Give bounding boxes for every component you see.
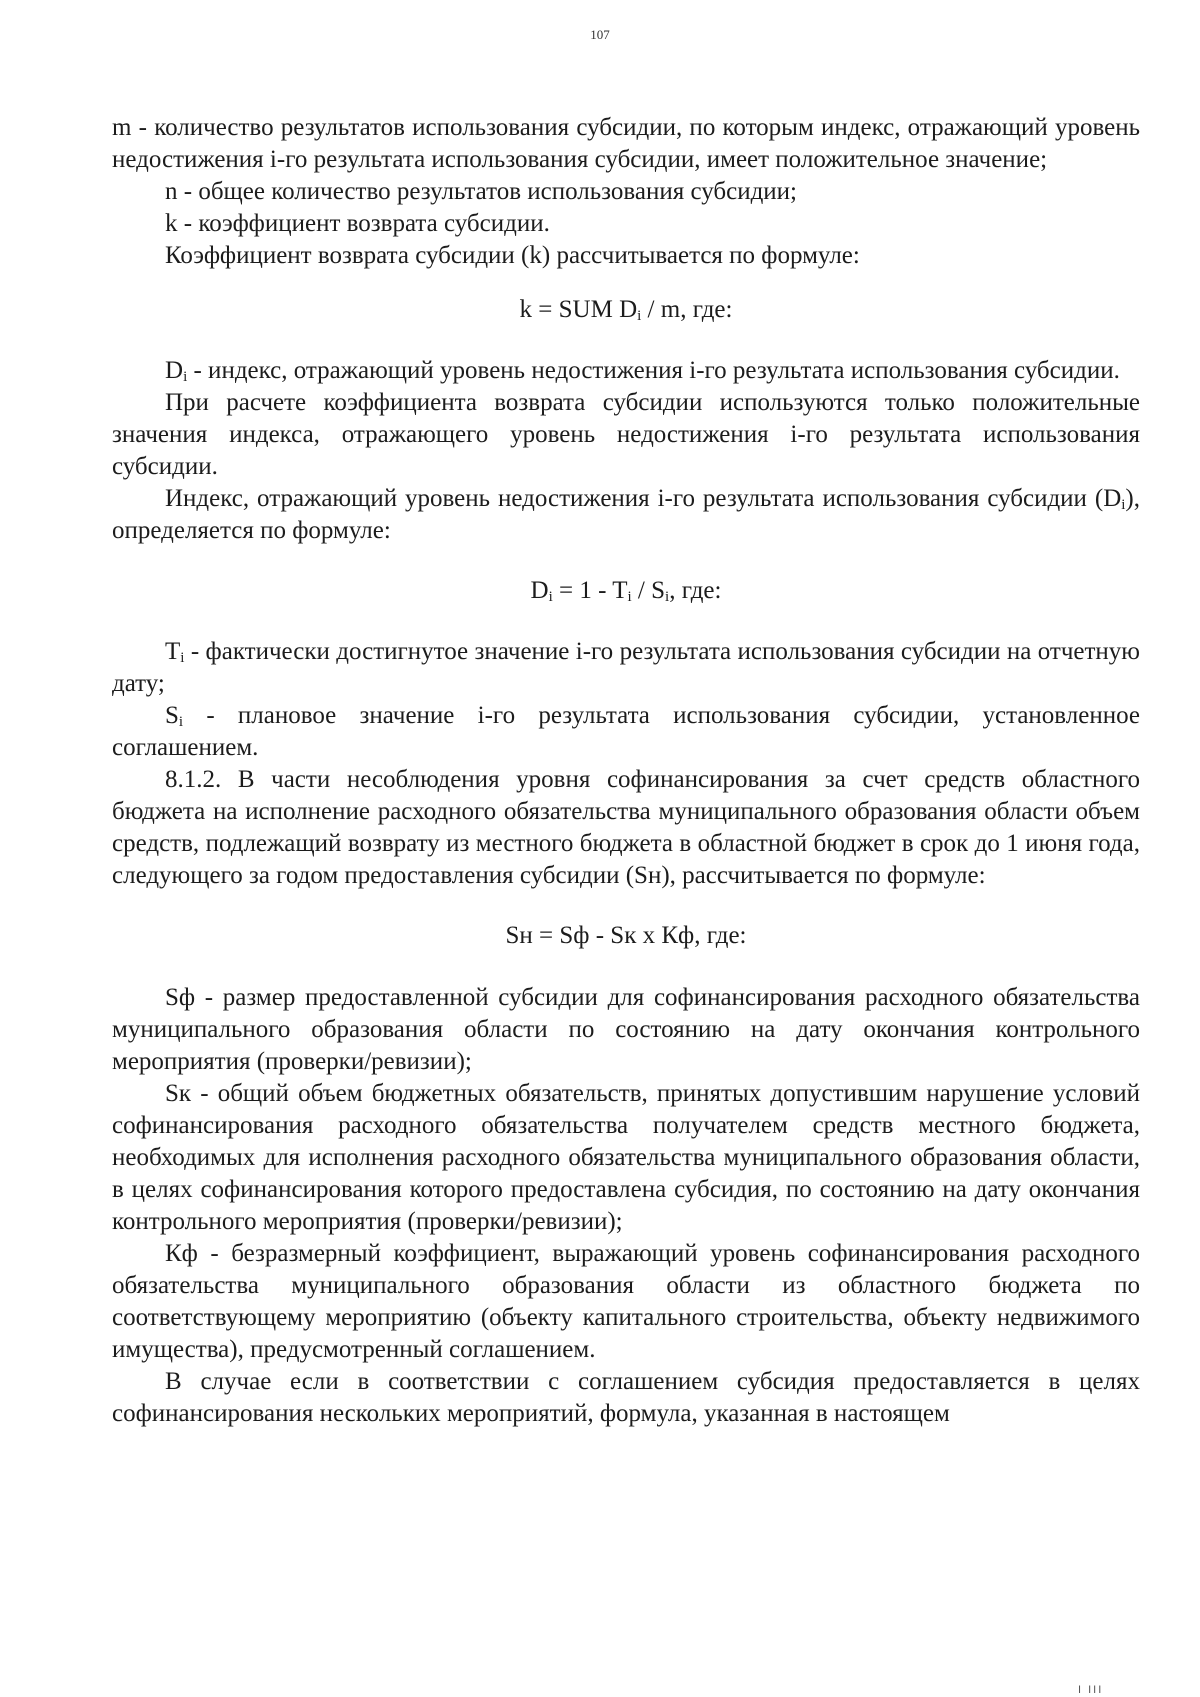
paragraph-k-formula-intro: Коэффициент возврата субсидии (k) рассчитывается по формуле: bbox=[165, 242, 860, 269]
paragraph-Si: $S_i$ - плановое значение i-го результата использования субсидии, установленное соглашением. bbox=[112, 702, 1140, 761]
paragraph-Kf: Кф - безразмерный коэффициент, выражающий уровень софинансирования расходного обязательства муниципального образования области из областного бюджета по соответствующему мероприятию (объекту капитального строительства, объекту недвижимого имущества), предусмотренный соглашением. bbox=[112, 1240, 1140, 1363]
page-number: 107 bbox=[590, 27, 610, 42]
formula-k: k = SUM $D_i$ / m, где: bbox=[519, 296, 733, 324]
paragraph-n: n - общее количество результатов использования субсидии; bbox=[165, 178, 798, 205]
paragraph-Di: $D_i$ - индекс, отражающий уровень недостижения i-го результата использования субсидии. bbox=[165, 357, 1120, 385]
paragraph-Sk: Sк - общий объем бюджетных обязательств, принятых допустившим нарушение условий софинансирования расходного обязательства получателем средств местного бюджета, необходимых для исполнения расходного обязательства муниципального образования области, в целях софинансирования которого предоставлена субсидия, по состоянию на дату окончания контрольного мероприятия (проверки/ревизии); bbox=[112, 1080, 1140, 1235]
footer-mark: I III bbox=[1078, 1684, 1104, 1696]
paragraph-8-1-2: 8.1.2. В части несоблюдения уровня софинансирования за счет средств областного бюджета на исполнение расходного обязательства муниципального образования области объем средств, подлежащий возврату из местного бюджета в областной бюджет в срок до 1 июня года, следующего за годом предоставления субсидии (Sн), рассчитывается по формуле: bbox=[112, 766, 1140, 889]
formula-Sn: Sн = Sф - Sк x Кф, где: bbox=[505, 922, 747, 949]
paragraph-Sf: Sф - размер предоставленной субсидии для софинансирования расходного обязательства муниципального образования области по состоянию на дату окончания контрольного мероприятия (проверки/ревизии); bbox=[112, 984, 1140, 1075]
document-body bbox=[112, 112, 1140, 1430]
formula-D: $D_i = 1 - T_i / S_i$, где: bbox=[530, 577, 722, 605]
paragraph-index-intro: Индекс, отражающий уровень недостижения i-го результата использования субсидии $(D_i)$, определяется по формуле: bbox=[112, 485, 1140, 544]
paragraph-Ti: $T_i$ - фактически достигнутое значение i-го результата использования субсидии на отчетную дату; bbox=[112, 638, 1140, 697]
paragraph-last: В случае если в соответствии с соглашением субсидия предоставляется в целях софинансирования нескольких мероприятий, формула, указанная в настоящем bbox=[112, 1368, 1140, 1427]
paragraph-m: m - количество результатов использования субсидии, по которым индекс, отражающий уровень недостижения i-го результата использования субсидии, имеет положительное значение; bbox=[112, 114, 1140, 173]
paragraph-k: k - коэффициент возврата субсидии. bbox=[165, 210, 550, 237]
paragraph-positive-values: При расчете коэффициента возврата субсидии используются только положительные значения индекса, отражающего уровень недостижения i-го результата использования субсидии. bbox=[112, 389, 1140, 480]
